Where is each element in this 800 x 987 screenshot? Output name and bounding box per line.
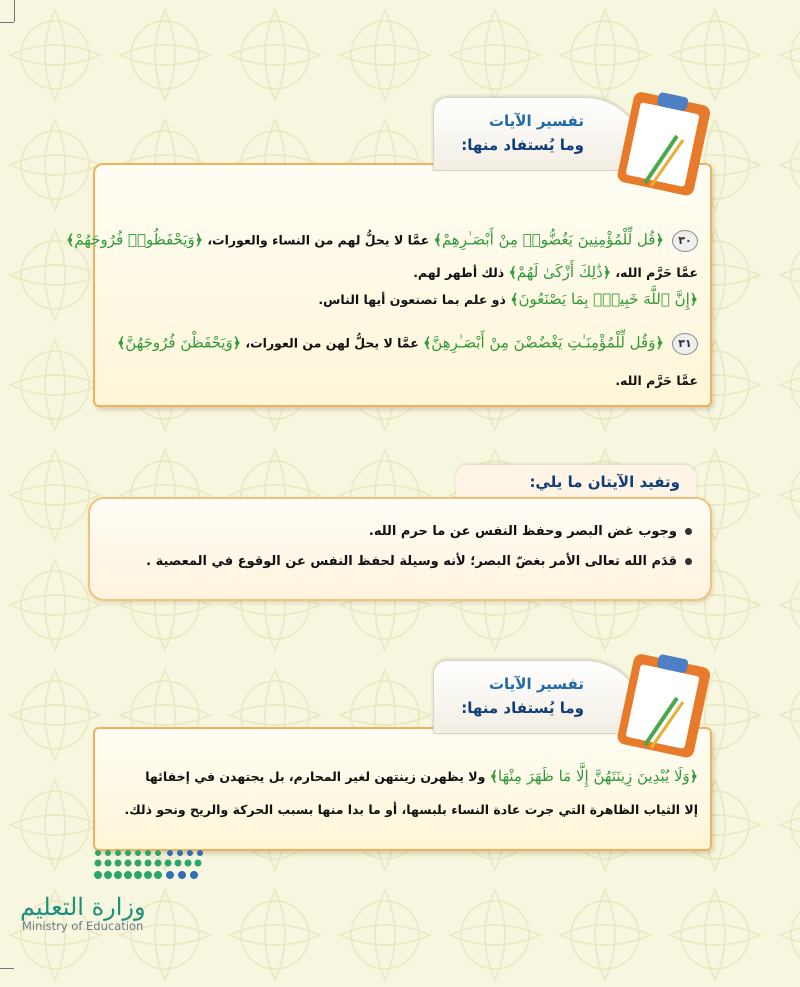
verse31-line1: ٣١ ﴿وَقُل لِّلْمُؤْمِنَـٰتِ يَغْضُضْنَ مِنْ أَبْصَـٰرِهِنَّ﴾ عمَّا لا يحلُّ لهن من العورات، ﴿وَيَحْفَظْنَ فُرُوجَهُنَّ﴾ [117,333,698,355]
section-tab-2 [433,660,645,734]
benefits-heading: وتفيد الآيتان ما يلي: [529,473,680,491]
explanation-text: إلا الثياب الظاهرة التي جرت عادة النساء بلبسها، أو ما بدا منها بسبب الحركة والريح ونحو ذلك. [124,802,698,817]
explanation-text: ولا يظهرن زينتهن لغير المحارم، بل يجتهدن في إخفائها [145,769,486,784]
clipboard-icon [615,88,715,198]
tab-title: تفسير الآيات [488,112,584,130]
verse-number-badge: ٣١ [672,333,698,355]
verse-text: ذَٰلِكَ أَزْكَىٰ لَهُمْ [516,263,603,281]
tab-subtitle: وما يُستفاد منها: [461,699,584,717]
tab-subtitle: وما يُستفاد منها: [461,136,584,154]
crop-mark [0,22,14,23]
section-tab-1 [433,97,645,171]
ministry-logo-english: Ministry of Education [22,919,144,933]
verse-text: قُل لِّلْمُؤْمِنِينَ يَغُضُّوا۟ مِنْ أَبْصَـٰرِهِمْ [441,230,656,249]
verse-line1: ﴿وَلَا يُبْدِينَ زِينَتَهُنَّ إِلَّا مَا ظَهَرَ مِنْهَا﴾ ولا يظهرن زينتهن لغير المحارم، بل يجتهدن في إخفائها [145,767,698,785]
crop-mark [0,968,14,969]
verse30-line2: عمَّا حَرَّم الله، ﴿ذَٰلِكَ أَزْكَىٰ لَهُمْ﴾ ذلك أطهر لهم. [413,263,698,281]
verse30-line1: ٣٠ ﴿قُل لِّلْمُؤْمِنِينَ يَغُضُّوا۟ مِنْ أَبْصَـٰرِهِمْ﴾ عمَّا لا يحلُّ لهم من النساء والعورات، ﴿وَيَحْفَظُوا۟ فُرُوجَهُمْ﴾ [66,230,698,252]
explanation-text: عمَّا حَرَّم الله، [615,265,698,280]
benefits-heading-tab [456,465,696,499]
explanation-text: ذو علم بما تصنعون أيها الناس. [318,292,506,307]
explanation-text: عمَّا لا يحلُّ لهن من العورات، [245,335,419,351]
verse31-line2 [615,373,698,388]
explanation-text: عمَّا حَرَّم الله. [615,373,698,388]
verse-text: إِنَّ ٱللَّهَ خَبِيرٌۢ بِمَا يَصْنَعُونَ [518,290,690,308]
verse-line2 [125,802,699,817]
verse-text: وَقُل لِّلْمُؤْمِنَـٰتِ يَغْضُضْنَ مِنْ أَبْصَـٰرِهِنَّ [431,333,656,352]
list-item: وجوب غض البصر وحفظ النفس عن ما حرم الله. [369,524,692,539]
list-item: قدَم الله تعالى الأمر بغضّ البصر؛ لأنه وسيلة لحفظ النفس عن الوقوع في المعصية . [146,554,692,569]
benefits-card [88,497,712,601]
verse30-line3: ﴿إِنَّ ٱللَّهَ خَبِيرٌۢ بِمَا يَصْنَعُونَ﴾ ذو علم بما تصنعون أيها الناس. [318,290,698,308]
explanation-text: ذلك أطهر لهم. [413,265,505,280]
explanation-text: عمَّا لا يحلُّ لهم من النساء والعورات، [207,232,430,248]
tafsir-card-1 [66,163,712,407]
ministry-logo-arabic: وزارة التعليم [20,893,146,921]
clipboard-icon [615,650,715,760]
verse-text: وَيَحْفَظُوا۟ فُرُوجَهُمْ [74,230,195,249]
verse-text: وَلَا يُبْدِينَ زِينَتَهُنَّ إِلَّا مَا ظَهَرَ مِنْهَا [497,767,690,785]
crop-mark [14,0,15,22]
verse-number-badge: ٣٠ [672,230,698,252]
ministry-logo-icon [90,845,210,895]
verse-text: وَيَحْفَظْنَ فُرُوجَهُنَّ [125,333,233,352]
tab-title: تفسير الآيات [488,675,584,693]
